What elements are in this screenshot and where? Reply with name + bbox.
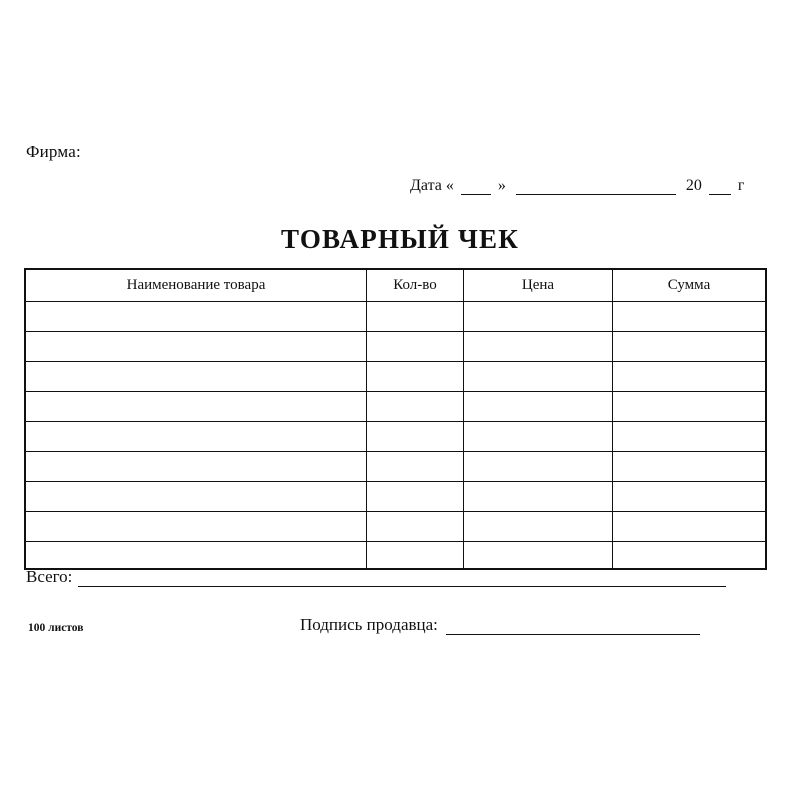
cell-price[interactable] <box>464 482 613 512</box>
cell-price[interactable] <box>464 422 613 452</box>
sheets-note: 100 листов <box>28 622 84 634</box>
total-label: Всего: <box>26 567 73 586</box>
cell-quantity[interactable] <box>367 422 464 452</box>
receipt-sheet <box>10 72 790 672</box>
cell-name[interactable] <box>25 512 367 542</box>
cell-quantity[interactable] <box>367 542 464 570</box>
firm-label: Фирма: <box>26 142 81 161</box>
cell-sum[interactable] <box>613 512 767 542</box>
table-row[interactable] <box>25 542 766 570</box>
cell-name[interactable] <box>25 362 367 392</box>
cell-price[interactable] <box>464 302 613 332</box>
date-year-prefix: 20 <box>685 177 702 194</box>
column-header-name: Наименование товара <box>25 269 367 302</box>
column-header-sum: Сумма <box>613 269 767 302</box>
total-blank[interactable] <box>78 573 726 587</box>
cell-quantity[interactable] <box>367 482 464 512</box>
cell-sum[interactable] <box>613 392 767 422</box>
cell-sum[interactable] <box>613 362 767 392</box>
signature-label: Подпись продавца: <box>300 615 438 634</box>
firm-field <box>26 142 81 162</box>
table-row[interactable] <box>25 302 766 332</box>
column-header-price: Цена <box>464 269 613 302</box>
date-year-blank <box>709 181 731 195</box>
cell-name[interactable] <box>25 452 367 482</box>
cell-quantity[interactable] <box>367 332 464 362</box>
cell-sum[interactable] <box>613 452 767 482</box>
cell-quantity[interactable] <box>367 512 464 542</box>
cell-quantity[interactable] <box>367 302 464 332</box>
table-row[interactable] <box>25 512 766 542</box>
cell-name[interactable] <box>25 302 367 332</box>
cell-sum[interactable] <box>613 482 767 512</box>
date-year-suffix: г <box>737 177 745 194</box>
cell-sum[interactable] <box>613 332 767 362</box>
cell-price[interactable] <box>464 542 613 570</box>
cell-name[interactable] <box>25 392 367 422</box>
cell-quantity[interactable] <box>367 392 464 422</box>
goods-table-head <box>25 269 766 302</box>
cell-name[interactable] <box>25 332 367 362</box>
cell-price[interactable] <box>464 392 613 422</box>
cell-sum[interactable] <box>613 542 767 570</box>
signature-blank[interactable] <box>446 621 700 635</box>
date-field <box>410 177 744 195</box>
cell-price[interactable] <box>464 452 613 482</box>
goods-table-body <box>25 302 766 570</box>
date-day-blank <box>461 181 491 195</box>
cell-name[interactable] <box>25 482 367 512</box>
cell-sum[interactable] <box>613 422 767 452</box>
table-row[interactable] <box>25 362 766 392</box>
cell-sum[interactable] <box>613 302 767 332</box>
cell-quantity[interactable] <box>367 362 464 392</box>
date-label: Дата <box>410 177 442 194</box>
cell-price[interactable] <box>464 332 613 362</box>
signature-field <box>300 615 700 635</box>
cell-price[interactable] <box>464 512 613 542</box>
date-quote-close: » <box>497 177 506 194</box>
table-header-row <box>25 269 766 302</box>
table-row[interactable] <box>25 422 766 452</box>
cell-name[interactable] <box>25 422 367 452</box>
cell-price[interactable] <box>464 362 613 392</box>
table-row[interactable] <box>25 452 766 482</box>
table-row[interactable] <box>25 482 766 512</box>
goods-table <box>24 268 767 570</box>
column-header-quantity: Кол-во <box>367 269 464 302</box>
date-month-blank <box>516 181 676 195</box>
date-quote-open: « <box>445 177 454 194</box>
page-title: ТОВАРНЫЙ ЧЕК <box>280 224 520 254</box>
total-field <box>26 567 726 587</box>
cell-name[interactable] <box>25 542 367 570</box>
table-row[interactable] <box>25 392 766 422</box>
table-row[interactable] <box>25 332 766 362</box>
cell-quantity[interactable] <box>367 452 464 482</box>
